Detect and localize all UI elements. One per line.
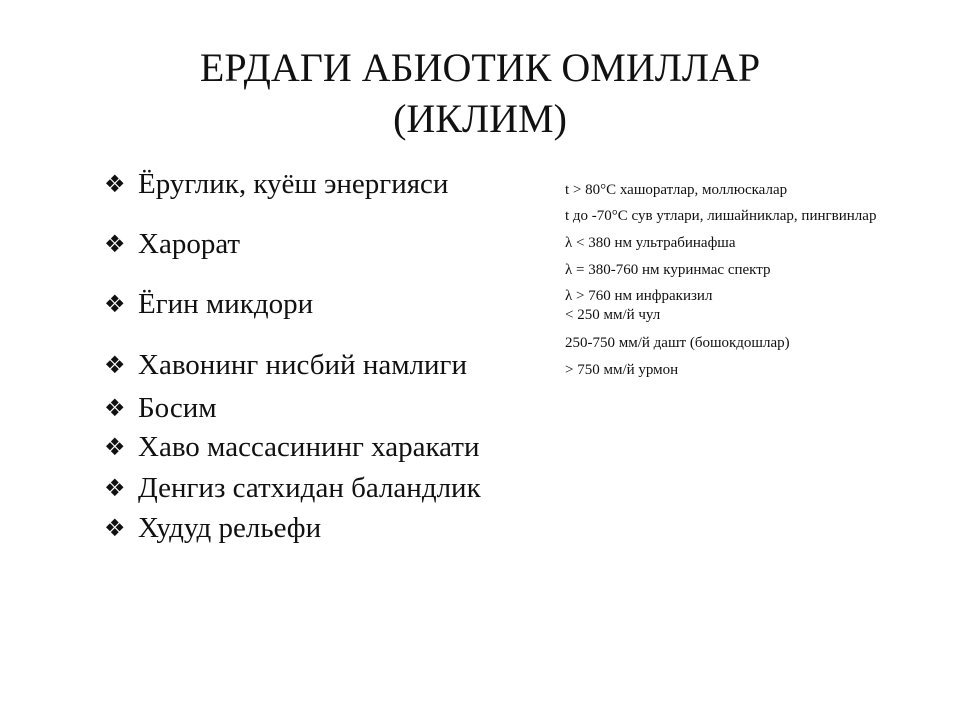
diamond-bullet-icon: ❖ <box>104 433 126 461</box>
bullet-item-precipitation <box>104 287 313 321</box>
slide-title-line-2: (ИКЛИМ) <box>393 96 567 141</box>
bullet-item-altitude <box>104 471 481 505</box>
note-low-temperature: t до -70°С сув утлари, лишайниклар, пингвинлар <box>565 208 877 224</box>
note-forest: > 750 мм/й урмон <box>565 362 679 378</box>
bullet-text: Худуд рельефи <box>138 512 322 544</box>
note-high-temperature: t > 80°С хашоратлар, моллюскалар <box>565 182 788 198</box>
bullet-item-light <box>104 167 448 201</box>
bullet-item-temperature <box>104 227 240 261</box>
diamond-bullet-icon: ❖ <box>104 290 126 318</box>
diamond-bullet-icon: ❖ <box>104 474 126 502</box>
bullet-text: Денгиз сатхидан баландлик <box>138 472 481 504</box>
bullet-item-pressure <box>104 391 217 425</box>
bullet-text: Хаво массасининг харакати <box>138 431 480 463</box>
bullet-text: Ёгин микдори <box>138 288 314 320</box>
diamond-bullet-icon: ❖ <box>104 230 126 258</box>
slide-title-line-1: ЕРДАГИ АБИОТИК ОМИЛЛАР <box>199 45 761 90</box>
note-desert: < 250 мм/й чул <box>565 307 661 323</box>
diamond-bullet-icon: ❖ <box>104 351 126 379</box>
bullet-text: Харорат <box>138 228 241 260</box>
note-infrared: λ > 760 нм инфракизил <box>565 288 713 304</box>
diamond-bullet-icon: ❖ <box>104 170 126 198</box>
note-visible-spectrum: λ = 380-760 нм куринмас спектр <box>565 262 771 278</box>
note-steppe: 250-750 мм/й дашт (бошокдошлар) <box>565 335 790 351</box>
diamond-bullet-icon: ❖ <box>104 514 126 542</box>
bullet-text: Ёруглик, куёш энергияси <box>138 168 449 200</box>
note-ultraviolet: λ < 380 нм ультрабинафша <box>565 235 736 251</box>
bullet-text: Босим <box>138 392 217 424</box>
diamond-bullet-icon: ❖ <box>104 394 126 422</box>
bullet-text: Хавонинг нисбий намлиги <box>138 349 467 381</box>
bullet-item-humidity <box>104 348 467 382</box>
bullet-item-air-mass <box>104 430 479 464</box>
bullet-item-relief <box>104 511 321 545</box>
